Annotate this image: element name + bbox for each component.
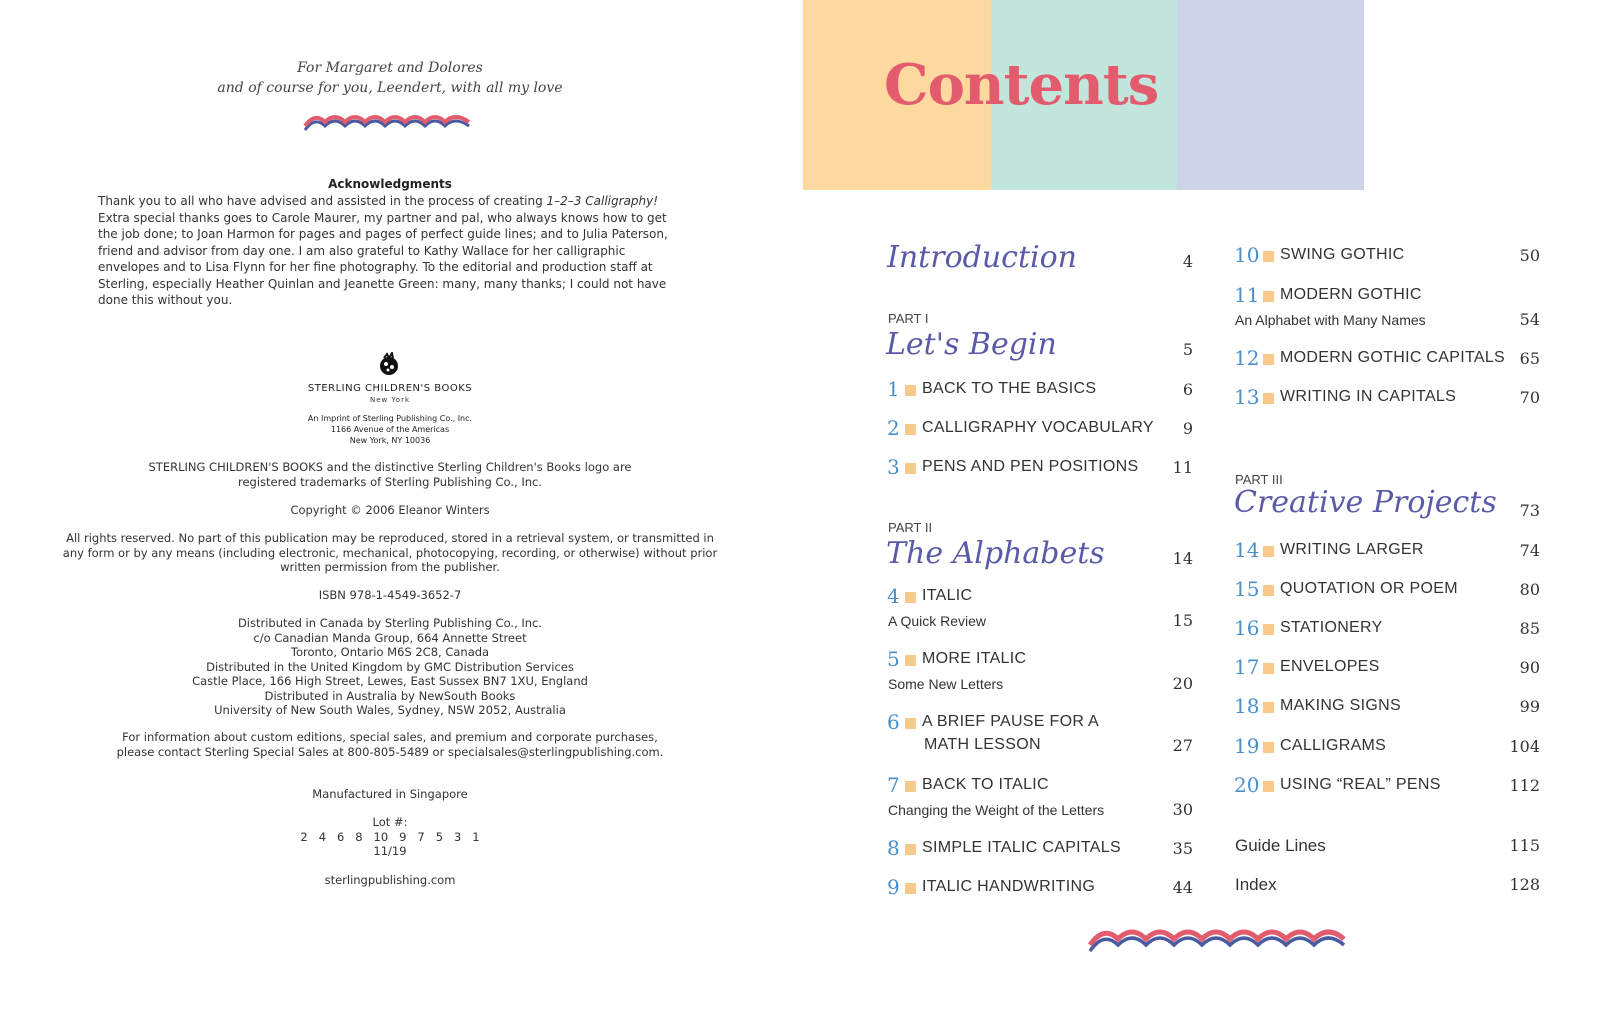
bullet-square bbox=[1263, 291, 1274, 302]
chapter-page: 44 bbox=[1172, 878, 1193, 897]
chapter-number: 6 bbox=[887, 710, 900, 734]
chapter-title: BACK TO THE BASICS bbox=[922, 380, 1097, 397]
distribution-line: University of New South Wales, Sydney, NSW 2052, Australia bbox=[214, 703, 566, 717]
sterling-logo-icon bbox=[376, 352, 402, 378]
chapter-number: 3 bbox=[887, 455, 900, 479]
introduction-page: 4 bbox=[1182, 252, 1193, 271]
bullet-square bbox=[1263, 393, 1274, 404]
chapter-number: 13 bbox=[1234, 385, 1260, 409]
chapter-number: 20 bbox=[1234, 773, 1260, 797]
bullet-square bbox=[905, 844, 916, 855]
chapter-title: ITALIC bbox=[922, 587, 973, 604]
color-band-lavender bbox=[1177, 0, 1364, 190]
bullet-square bbox=[905, 424, 916, 435]
chapter-page: 27 bbox=[1172, 736, 1193, 755]
wave-ornament-top bbox=[303, 112, 473, 136]
bullet-square bbox=[1263, 354, 1274, 365]
index-label: Index bbox=[1235, 875, 1277, 894]
website-text: sterlingpublishing.com bbox=[324, 873, 456, 887]
bullet-square bbox=[905, 781, 916, 792]
bullet-square bbox=[1263, 251, 1274, 262]
chapter-page: 11 bbox=[1172, 458, 1193, 477]
chapter-number: 5 bbox=[887, 647, 900, 671]
bullet-square bbox=[905, 718, 916, 729]
chapter-number: 17 bbox=[1234, 655, 1260, 679]
special-sales-line-1: For information about custom editions, special sales, and premium and corporate purchases, bbox=[122, 730, 658, 744]
distribution-line: Distributed in Canada by Sterling Publishing Co., Inc. bbox=[237, 616, 543, 630]
ack-text-post: Extra special thanks goes to Carole Maurer, my partner and pal, who always knows how to get the job done; to Joan Harmon for pages and pages of perfect guide lines; and to Julia Paterson, friend and advisor from day one. I am also grateful to Kathy Wallace for her calligraphic envelopes and to Lisa Flynn for her fine photography. To the editorial and production staff at Sterling, especially Heather Quinlan and Jeanette Green: many, many thanks; I could not have done this without you. bbox=[98, 210, 668, 307]
chapter-title: BACK TO ITALIC bbox=[922, 776, 1049, 793]
chapter-subtitle: An Alphabet with Many Names bbox=[1235, 312, 1426, 328]
part-1-page: 5 bbox=[1182, 340, 1193, 359]
dedication bbox=[140, 58, 640, 98]
publisher-imprint: An Imprint of Sterling Publishing Co., Inc. bbox=[307, 414, 473, 423]
chapter-page: 90 bbox=[1519, 658, 1540, 677]
acknowledgments-title: Acknowledgments bbox=[328, 177, 452, 191]
part-2-label: PART II bbox=[888, 520, 933, 535]
special-sales-line-2: please contact Sterling Special Sales at 800-805-5489 or specialsales@sterlingpublishing.com. bbox=[116, 744, 664, 759]
distribution-line: Distributed in the United Kingdom by GMC Distribution Services bbox=[206, 659, 574, 674]
chapter-page: 65 bbox=[1519, 349, 1540, 368]
ack-book-title: 1–2–3 Calligraphy! bbox=[546, 194, 659, 208]
bullet-square bbox=[1263, 624, 1274, 635]
chapter-number: 11 bbox=[1234, 283, 1260, 307]
bullet-square bbox=[1263, 585, 1274, 596]
bullet-square bbox=[905, 385, 916, 396]
chapter-number: 1 bbox=[887, 377, 900, 401]
isbn-text: ISBN 978-1-4549-3652-7 bbox=[318, 588, 462, 602]
chapter-title: ENVELOPES bbox=[1280, 658, 1380, 675]
wave-ornament-bottom bbox=[1088, 925, 1348, 959]
chapter-title: WRITING LARGER bbox=[1280, 541, 1424, 558]
dedication-line-1: For Margaret and Dolores bbox=[297, 60, 483, 76]
chapter-title-line-2: MATH LESSON bbox=[924, 736, 1041, 753]
publisher-address-1: 1166 Avenue of the Americas bbox=[330, 425, 450, 434]
guide-lines-label: Guide Lines bbox=[1235, 836, 1326, 855]
chapter-number: 16 bbox=[1234, 616, 1260, 640]
chapter-title: STATIONERY bbox=[1280, 619, 1383, 636]
bullet-square bbox=[1263, 546, 1274, 557]
acknowledgments-body bbox=[98, 193, 668, 309]
chapter-number: 15 bbox=[1234, 577, 1260, 601]
chapter-subtitle: Some New Letters bbox=[888, 676, 1004, 692]
chapter-page: 15 bbox=[1172, 611, 1193, 630]
part-1-title: Let's Begin bbox=[886, 327, 1057, 362]
lot-block bbox=[50, 815, 730, 859]
chapter-number: 8 bbox=[887, 836, 900, 860]
publisher-name: STERLING CHILDREN'S BOOKS bbox=[307, 383, 473, 394]
part-3-title: Creative Projects bbox=[1234, 485, 1497, 520]
special-sales-block bbox=[50, 730, 730, 759]
chapter-page: 6 bbox=[1182, 380, 1193, 399]
chapter-title: MORE ITALIC bbox=[922, 650, 1027, 667]
chapter-number: 12 bbox=[1234, 346, 1260, 370]
chapter-title: ITALIC HANDWRITING bbox=[922, 878, 1096, 895]
chapter-number: 4 bbox=[887, 584, 900, 608]
part-1-label: PART I bbox=[888, 311, 929, 326]
chapter-title: SIMPLE ITALIC CAPITALS bbox=[922, 839, 1121, 856]
chapter-title: PENS AND PEN POSITIONS bbox=[922, 458, 1139, 475]
bullet-square bbox=[905, 883, 916, 894]
publisher-address bbox=[140, 413, 640, 446]
bullet-square bbox=[905, 655, 916, 666]
publisher-city: New York bbox=[369, 396, 411, 404]
chapter-title: A BRIEF PAUSE FOR A bbox=[922, 713, 1100, 730]
bullet-square bbox=[905, 592, 916, 603]
bullet-square bbox=[1263, 742, 1274, 753]
distribution-line: c/o Canadian Manda Group, 664 Annette Street bbox=[253, 630, 527, 645]
bullet-square bbox=[1263, 663, 1274, 674]
distribution-block bbox=[50, 616, 730, 718]
manufactured-text: Manufactured in Singapore bbox=[312, 787, 468, 801]
print-line: 2 4 6 8 10 9 7 5 3 1 bbox=[300, 829, 480, 844]
chapter-page: 54 bbox=[1519, 310, 1540, 329]
rights-text: All rights reserved. No part of this publication may be reproduced, stored in a retrieval system, or transmitted in any form or by any means (including electronic, mechanical, photocopying, recording, or otherwise) without prior written permission from the publisher. bbox=[62, 531, 718, 574]
chapter-number: 9 bbox=[887, 875, 900, 899]
chapter-number: 18 bbox=[1234, 694, 1260, 718]
dedication-line-2: and of course for you, Leendert, with all my love bbox=[217, 80, 563, 96]
chapter-page: 30 bbox=[1172, 800, 1193, 819]
introduction-title: Introduction bbox=[887, 240, 1077, 275]
guide-lines-page: 115 bbox=[1509, 836, 1540, 855]
contents-title: Contents bbox=[884, 52, 1159, 118]
chapter-number: 7 bbox=[887, 773, 900, 797]
chapter-page: 104 bbox=[1509, 737, 1540, 756]
chapter-page: 74 bbox=[1519, 541, 1540, 560]
bullet-square bbox=[1263, 702, 1274, 713]
chapter-page: 80 bbox=[1519, 580, 1540, 599]
chapter-page: 20 bbox=[1172, 674, 1193, 693]
chapter-page: 99 bbox=[1519, 697, 1540, 716]
chapter-page: 85 bbox=[1519, 619, 1540, 638]
publisher-address-2: New York, NY 10036 bbox=[349, 436, 431, 445]
part-2-page: 14 bbox=[1172, 549, 1193, 568]
chapter-page: 35 bbox=[1172, 839, 1193, 858]
distribution-line: Distributed in Australia by NewSouth Books bbox=[264, 688, 516, 703]
bullet-square bbox=[1263, 781, 1274, 792]
chapter-subtitle: A Quick Review bbox=[888, 613, 987, 629]
copyright-text: Copyright © 2006 Eleanor Winters bbox=[290, 503, 490, 517]
print-date: 11/19 bbox=[373, 844, 407, 858]
chapter-number: 10 bbox=[1234, 243, 1260, 267]
index-page: 128 bbox=[1509, 875, 1540, 894]
part-2-title: The Alphabets bbox=[886, 536, 1105, 571]
trademark-text: STERLING CHILDREN'S BOOKS and the distinctive Sterling Children's Books logo are registered trademarks of Sterling Publishing Co., Inc. bbox=[148, 460, 632, 489]
distribution-line: Toronto, Ontario M6S 2C8, Canada bbox=[290, 645, 490, 659]
chapter-page: 9 bbox=[1182, 419, 1193, 438]
chapter-title: MAKING SIGNS bbox=[1280, 697, 1401, 714]
chapter-page: 70 bbox=[1519, 388, 1540, 407]
ack-text-pre: Thank you to all who have advised and assisted in the process of creating bbox=[98, 194, 547, 208]
chapter-number: 2 bbox=[887, 416, 900, 440]
chapter-title: CALLIGRAPHY VOCABULARY bbox=[922, 419, 1154, 436]
distribution-line: Castle Place, 166 High Street, Lewes, East Sussex BN7 1XU, England bbox=[192, 674, 588, 688]
chapter-title: SWING GOTHIC bbox=[1280, 246, 1405, 263]
chapter-title: CALLIGRAMS bbox=[1280, 737, 1387, 754]
part-3-label: PART III bbox=[1235, 472, 1283, 487]
part-3-page: 73 bbox=[1519, 501, 1540, 520]
chapter-title: WRITING IN CAPITALS bbox=[1280, 388, 1457, 405]
chapter-subtitle: Changing the Weight of the Letters bbox=[888, 802, 1105, 818]
bullet-square bbox=[905, 463, 916, 474]
chapter-title: QUOTATION OR POEM bbox=[1280, 580, 1458, 597]
chapter-title: MODERN GOTHIC CAPITALS bbox=[1280, 349, 1505, 366]
chapter-title: MODERN GOTHIC bbox=[1280, 286, 1422, 303]
chapter-page: 112 bbox=[1509, 776, 1540, 795]
chapter-title: USING “REAL” PENS bbox=[1280, 776, 1441, 793]
lot-label: Lot #: bbox=[372, 815, 408, 829]
chapter-number: 14 bbox=[1234, 538, 1260, 562]
chapter-number: 19 bbox=[1234, 734, 1260, 758]
chapter-page: 50 bbox=[1519, 246, 1540, 265]
